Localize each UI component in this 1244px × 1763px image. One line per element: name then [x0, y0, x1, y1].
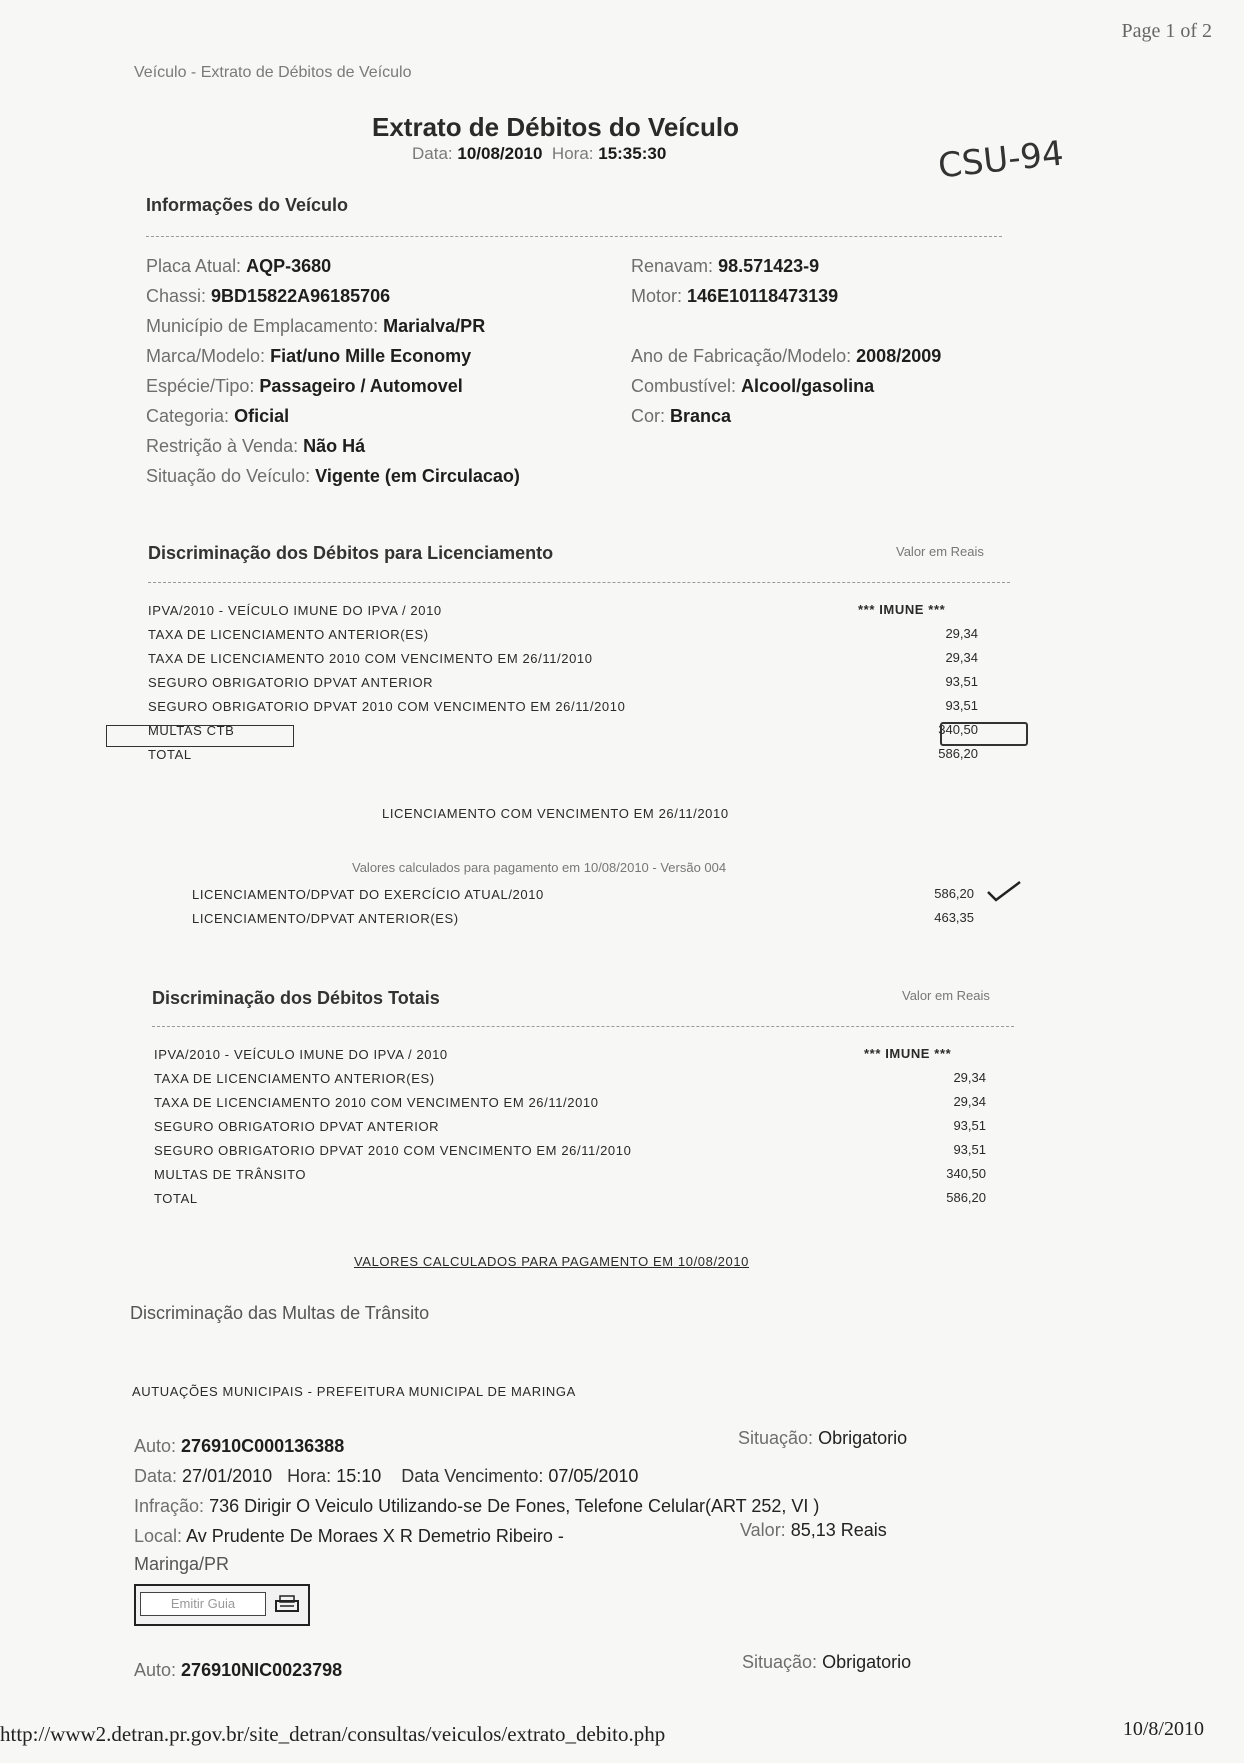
footer-date: 10/8/2010	[1122, 1718, 1204, 1740]
plate-value: AQP-3680	[246, 256, 332, 276]
page-title: Extrato de Débitos do Veículo	[372, 112, 739, 142]
make-model-row: Marca/Modelo: Fiat/uno Mille Economy	[146, 346, 472, 366]
report-date: 10/08/2010	[457, 144, 543, 163]
table-row: MULTAS DE TRÂNSITO 340,50	[154, 1166, 986, 1182]
licensing-currency-label: Valor em Reais	[896, 544, 984, 559]
multas-ctb-value-highlight-box	[940, 722, 1028, 746]
print-icon[interactable]	[274, 1594, 300, 1614]
time-label: Hora:	[551, 144, 594, 163]
footer-url: http://www2.detran.pr.gov.br/site_detran/consultas/veiculos/extrato_debito.php	[0, 1722, 666, 1746]
renavam-row: Renavam: 98.571423-9	[631, 256, 820, 276]
table-row: MULTAS CTB 340,50	[148, 722, 978, 738]
renavam-value: 98.571423-9	[718, 256, 820, 276]
fine-auto-2-status: Situação: Obrigatorio	[742, 1652, 912, 1672]
sale-restriction-value: Não Há	[303, 436, 366, 456]
year-row: Ano de Fabricação/Modelo: 2008/2009	[631, 346, 942, 366]
table-row: SEGURO OBRIGATORIO DPVAT ANTERIOR 93,51	[154, 1118, 986, 1134]
engine-row: Motor: 146E10118473139	[631, 286, 839, 306]
fine-auto-1-status: Situação: Obrigatorio	[738, 1428, 908, 1448]
table-row: TAXA DE LICENCIAMENTO 2010 COM VENCIMENTO EM 26/11/2010 29,34	[154, 1094, 986, 1110]
date-label: Data:	[412, 144, 453, 163]
species-type-value: Passageiro / Automovel	[259, 376, 463, 396]
plate-row: Placa Atual: AQP-3680	[146, 256, 332, 276]
vehicle-right-column	[631, 256, 941, 436]
vehicle-section-title: Informações do Veículo	[146, 195, 349, 215]
summary-row: LICENCIAMENTO/DPVAT DO EXERCÍCIO ATUAL/2010 586,20	[192, 886, 974, 902]
emit-guide-button[interactable]: Emitir Guia	[140, 1592, 266, 1616]
totals-currency-label: Valor em Reais	[902, 988, 990, 1003]
fine-auto-1-value: Valor: 85,13 Reais	[740, 1520, 887, 1540]
report-time: 15:35:30	[598, 144, 667, 163]
page-indicator: Page 1 of 2	[1121, 20, 1212, 42]
totals-section-title: Discriminação dos Débitos Totais	[152, 988, 440, 1008]
licensing-calc-note: Valores calculados para pagamento em 10/08/2010 - Versão 004	[352, 860, 727, 875]
table-row: IPVA/2010 - VEÍCULO IMUNE DO IPVA / 2010 *** IMUNE ***	[154, 1046, 952, 1062]
table-row: SEGURO OBRIGATORIO DPVAT ANTERIOR 93,51	[148, 674, 978, 690]
licensing-summary	[192, 886, 974, 934]
color-row: Cor: Branca	[631, 406, 732, 426]
licensing-due-note: LICENCIAMENTO COM VENCIMENTO EM 26/11/2010	[382, 806, 729, 821]
species-type-row: Espécie/Tipo: Passageiro / Automovel	[146, 376, 463, 396]
summary-row: LICENCIAMENTO/DPVAT ANTERIOR(ES) 463,35	[192, 910, 974, 926]
emit-guide-button-group	[134, 1584, 310, 1626]
municipality-value: Marialva/PR	[383, 316, 486, 336]
report-datetime	[412, 144, 666, 164]
fine-auto-1-location: Local: Av Prudente De Moraes X R Demetrio Ribeiro -	[134, 1526, 564, 1546]
handwritten-note: CSU-94	[936, 133, 1066, 187]
table-row: SEGURO OBRIGATORIO DPVAT 2010 COM VENCIMENTO EM 26/11/2010 93,51	[154, 1142, 986, 1158]
sale-restriction-row: Restrição à Venda: Não Há	[146, 436, 366, 456]
engine-value: 146E10118473139	[687, 286, 839, 306]
table-row: TAXA DE LICENCIAMENTO ANTERIOR(ES) 29,34	[148, 626, 978, 642]
vehicle-left-column	[146, 256, 520, 496]
vehicle-status-value: Vigente (em Circulacao)	[315, 466, 520, 486]
table-row: TOTAL 586,20	[148, 746, 978, 762]
fines-section-title: Discriminação das Multas de Trânsito	[130, 1303, 430, 1323]
table-row: SEGURO OBRIGATORIO DPVAT 2010 COM VENCIMENTO EM 26/11/2010 93,51	[148, 698, 978, 714]
fine-auto-1-location-city: Maringa/PR	[134, 1554, 230, 1574]
table-row: TAXA DE LICENCIAMENTO 2010 COM VENCIMENTO EM 26/11/2010 29,34	[148, 650, 978, 666]
category-value: Oficial	[234, 406, 290, 426]
totals-calc-note: VALORES CALCULADOS PARA PAGAMENTO EM 10/08/2010	[354, 1254, 749, 1269]
breadcrumb: Veículo - Extrato de Débitos de Veículo	[134, 64, 412, 81]
year-value: 2008/2009	[856, 346, 942, 366]
checkmark-icon	[984, 878, 1024, 904]
fine-auto-1-infraction: Infração: 736 Dirigir O Veiculo Utilizando-se De Fones, Telefone Celular(ART 252, VI )	[134, 1496, 820, 1516]
table-row: TOTAL 586,20	[154, 1190, 986, 1206]
table-row: IPVA/2010 - VEÍCULO IMUNE DO IPVA / 2010 *** IMUNE ***	[148, 602, 946, 618]
divider	[148, 582, 1010, 583]
category-row: Categoria: Oficial	[146, 406, 290, 426]
multas-ctb-highlight-box	[106, 725, 294, 747]
fuel-row: Combustível: Alcool/gasolina	[631, 376, 875, 396]
chassis-value: 9BD15822A96185706	[211, 286, 391, 306]
fines-authority: AUTUAÇÕES MUNICIPAIS - PREFEITURA MUNICIPAL DE MARINGA	[132, 1384, 576, 1399]
divider	[152, 1026, 1014, 1027]
fine-auto-1-dates: Data: 27/01/2010 Hora: 15:10 Data Vencimento: 07/05/2010	[134, 1466, 639, 1486]
municipality-row: Município de Emplacamento: Marialva/PR	[146, 316, 486, 336]
chassis-row: Chassi: 9BD15822A96185706	[146, 286, 391, 306]
vehicle-status-row: Situação do Veículo: Vigente (em Circulacao)	[146, 466, 520, 486]
licensing-section-title: Discriminação dos Débitos para Licenciamento	[148, 543, 554, 563]
color-value: Branca	[670, 406, 732, 426]
totals-table	[154, 1046, 984, 1214]
fuel-value: Alcool/gasolina	[741, 376, 875, 396]
fine-auto-1-number: Auto: 276910C000136388	[134, 1436, 345, 1456]
fine-auto-2-number: Auto: 276910NIC0023798	[134, 1660, 343, 1680]
divider	[146, 236, 1002, 237]
make-model-value: Fiat/uno Mille Economy	[270, 346, 472, 366]
table-row: TAXA DE LICENCIAMENTO ANTERIOR(ES) 29,34	[154, 1070, 986, 1086]
